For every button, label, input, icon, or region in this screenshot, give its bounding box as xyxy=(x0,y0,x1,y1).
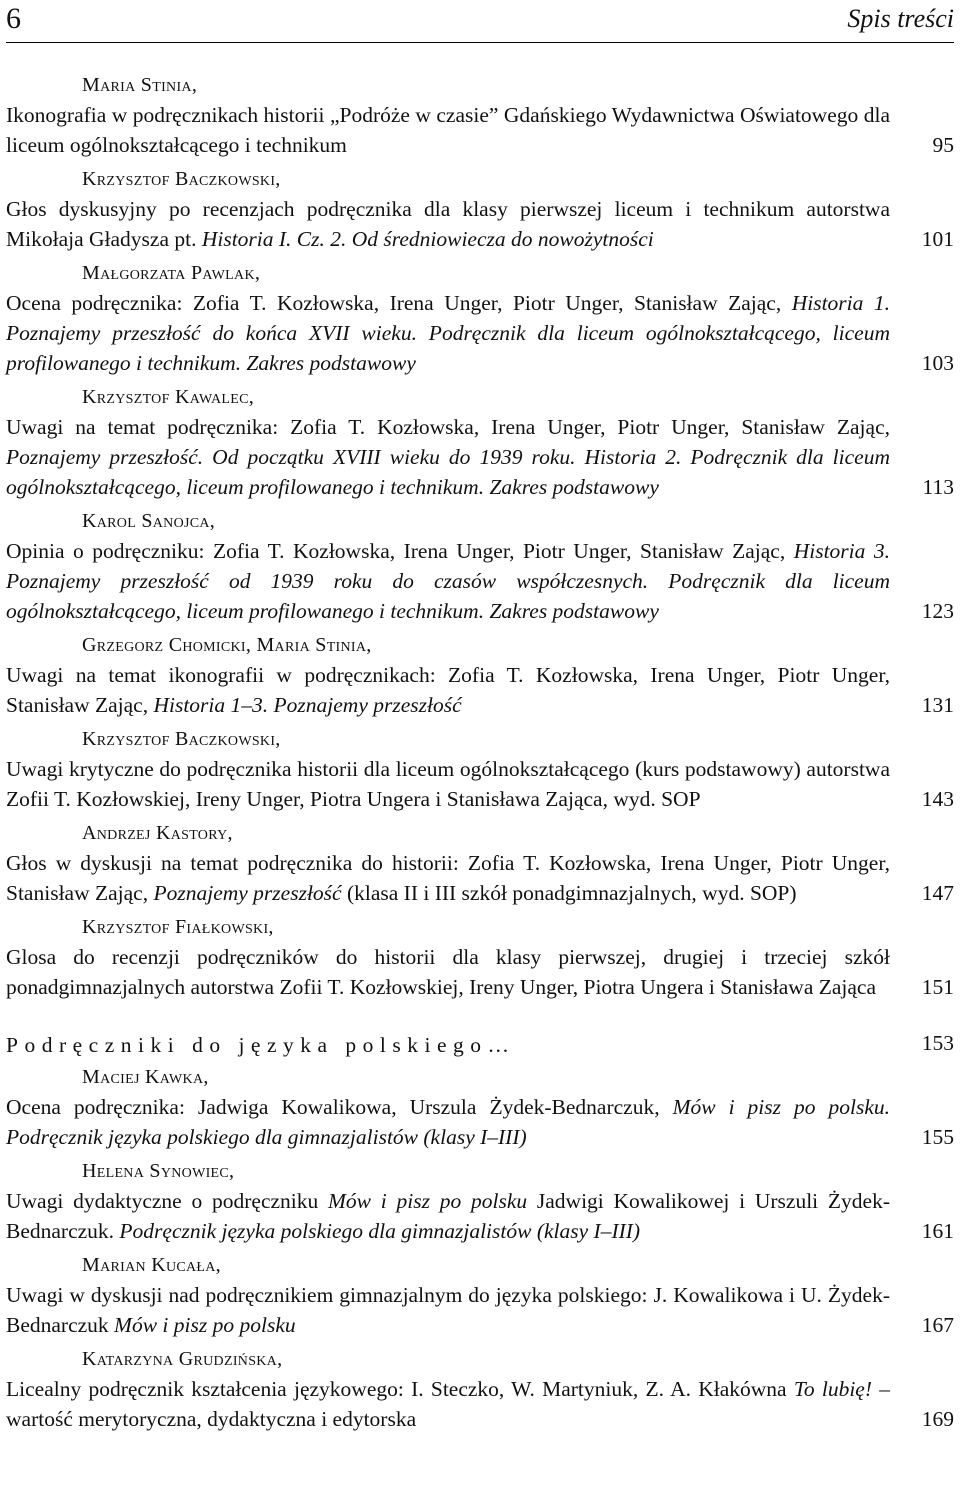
toc-title-italic-segment: Podręcznik języka polskiego dla gimnazjalistów (klasy I–III) xyxy=(119,1219,641,1243)
toc-entry-title xyxy=(6,1186,890,1246)
toc-entry-page-number: 123 xyxy=(921,599,954,623)
toc-entry-title xyxy=(6,1280,890,1340)
toc-title-segment: Głos w dyskusji na temat podręcznika do historii: Zofia T. Kozłowska, Irena Unger, Piotr Unger, Stanisław Zając, xyxy=(6,851,890,905)
toc-entry-page-number: 103 xyxy=(921,351,954,375)
toc-title-italic-segment: Poznajemy przeszłość. Od początku XVIII wieku do 1939 roku. Historia 2. Podręcznik dla liceum ogólnokształcącego, liceum profilowanego i technikum. Zakres podstawowy xyxy=(6,445,890,499)
toc-entry-author: Karol Sanojca, xyxy=(82,510,216,532)
toc-entry-page-number: 147 xyxy=(921,881,954,905)
toc-title-segment: Glosa do recenzji podręczników do historii dla klasy pierwszej, drugiej i trzeciej szkół ponadgimnazjalnych autorstwa Zofii T. Kozłowskiej, Ireny Unger, Piotra Ungera i Stanisława Zająca xyxy=(6,945,890,999)
toc-title-segment: Ocena podręcznika: Zofia T. Kozłowska, Irena Unger, Piotr Unger, Stanisław Zając, xyxy=(6,291,792,315)
toc-entry-title xyxy=(6,660,890,720)
toc-entry-page-number: 151 xyxy=(921,975,954,999)
toc-entry xyxy=(6,506,954,626)
toc-entry xyxy=(6,818,954,908)
toc-entry-author: Andrzej Kastory, xyxy=(82,822,233,844)
toc-entry-title xyxy=(6,754,890,814)
toc-entry-title xyxy=(6,848,890,908)
toc-entry xyxy=(6,1250,954,1340)
toc-entry-author: Marian Kucała, xyxy=(82,1254,221,1276)
toc-title-segment: Opinia o podręczniku: Zofia T. Kozłowska, Irena Unger, Piotr Unger, Stanisław Zając, xyxy=(6,539,794,563)
toc-entry-page-number: 131 xyxy=(921,693,954,717)
toc-title-segment: Głos dyskusyjny po recenzjach podręcznika dla klasy pierwszej liceum i technikum autorstwa Mikołaja Gładysza pt. xyxy=(6,197,890,251)
toc-entry xyxy=(6,1062,954,1152)
toc-title-segment: (klasa II i III szkół ponadgimnazjalnych, wyd. SOP) xyxy=(341,881,797,905)
running-head: Spis treści xyxy=(847,4,954,33)
toc-entry-author: Helena Synowiec, xyxy=(82,1160,235,1182)
toc-title-segment: Licealny podręcznik kształcenia językowego: I. Steczko, W. Martyniuk, Z. A. Kłakówna xyxy=(6,1377,794,1401)
toc-entry-author: Krzysztof Fiałkowski, xyxy=(82,916,274,938)
toc-entry-title xyxy=(6,288,890,378)
toc-section-heading xyxy=(6,1030,954,1060)
toc-entry-page-number: 95 xyxy=(932,133,954,157)
toc-entry-title xyxy=(6,100,890,160)
toc-title-italic-segment: To lubię! xyxy=(793,1377,872,1401)
toc-entry-author: Małgorzata Pawlak, xyxy=(82,262,261,284)
toc-title-segment: Uwagi na temat podręcznika: Zofia T. Kozłowska, Irena Unger, Piotr Unger, Stanisław Zając, xyxy=(6,415,890,439)
toc-title-segment: Ocena podręcznika: Jadwiga Kowalikowa, Urszula Żydek-Bednarczuk, xyxy=(6,1095,673,1119)
toc-title-segment: Uwagi dydaktyczne o podręczniku xyxy=(6,1189,329,1213)
toc-entry xyxy=(6,164,954,254)
toc-entry-author: Krzysztof Kawalec, xyxy=(82,386,255,408)
toc-title-segment: Uwagi krytyczne do podręcznika historii dla liceum ogólnokształcącego (kurs podstawowy) autorstwa Zofii T. Kozłowskiej, Ireny Unger, Piotra Ungera i Stanisława Zająca, wyd. SOP xyxy=(6,757,890,811)
toc-entry xyxy=(6,70,954,160)
toc-title-italic-segment: Historia 3. Poznajemy przeszłość od 1939 roku do czasów współczesnych. Podręcznik dla liceum ogólnokształcącego, liceum profilowanego i technikum. Zakres podstawowy xyxy=(6,539,890,623)
toc-title-segment: Uwagi w dyskusji nad podręcznikiem gimnazjalnym do języka polskiego: J. Kowalikowa i U. Żydek-Bednarczuk xyxy=(6,1283,890,1337)
toc-entry-page-number: 167 xyxy=(921,1313,954,1337)
toc-entry-title xyxy=(6,412,890,502)
toc-title-segment: Jadwigi Kowalikowej i Urszuli Żydek-Bednarczuk. xyxy=(6,1189,890,1243)
toc-title-italic-segment: Mów i pisz po polsku. Podręcznik języka polskiego dla gimnazjalistów (klasy I–III) xyxy=(6,1095,890,1149)
toc-entry-title xyxy=(6,1092,890,1152)
toc-entry xyxy=(6,1156,954,1246)
toc-entry xyxy=(6,630,954,720)
toc-title-italic-segment: Mów i pisz po polsku xyxy=(114,1313,296,1337)
toc-entry-page-number: 143 xyxy=(921,787,954,811)
toc-group-history xyxy=(6,70,954,1002)
toc-entry-page-number: 169 xyxy=(921,1407,954,1431)
toc-entry-author: Krzysztof Baczkowski, xyxy=(82,168,281,190)
toc-entry-title xyxy=(6,536,890,626)
toc-entry-page-number: 101 xyxy=(921,227,954,251)
toc-entry-title xyxy=(6,194,890,254)
toc-entry-author: Maria Stinia, xyxy=(82,74,198,96)
toc-entry-author: Maciej Kawka, xyxy=(82,1066,209,1088)
section-page-number: 153 xyxy=(921,1031,954,1055)
toc-entry-author: Krzysztof Baczkowski, xyxy=(82,728,281,750)
toc-title-italic-segment: Historia 1–3. Poznajemy przeszłość xyxy=(153,693,462,717)
toc-entry-title xyxy=(6,942,890,1002)
toc-entry xyxy=(6,724,954,814)
toc-entry xyxy=(6,912,954,1002)
toc-entry xyxy=(6,382,954,502)
toc-entry-title xyxy=(6,1374,890,1434)
toc-entry-page-number: 155 xyxy=(921,1125,954,1149)
table-of-contents xyxy=(6,70,954,1438)
toc-title-segment: Ikonografia w podręcznikach historii „Podróże w czasie” Gdańskiego Wydawnictwa Oświatowego dla liceum ogólnokształcącego i technikum xyxy=(6,103,890,157)
toc-entry xyxy=(6,1344,954,1434)
toc-title-italic-segment: Poznajemy przeszłość xyxy=(153,881,342,905)
toc-title-segment: Uwagi na temat ikonografii w podręcznikach: Zofia T. Kozłowska, Irena Unger, Piotr Unger, Stanisław Zając, xyxy=(6,663,890,717)
toc-group-polish xyxy=(6,1062,954,1434)
toc-entry-page-number: 113 xyxy=(922,475,954,499)
section-title: Podręczniki do języka polskiego… xyxy=(6,1033,516,1057)
toc-entry-author: Katarzyna Grudzińska, xyxy=(82,1348,283,1370)
toc-entry-page-number: 161 xyxy=(921,1219,954,1243)
page-header xyxy=(6,0,954,43)
toc-entry-author: Grzegorz Chomicki, Maria Stinia, xyxy=(82,634,372,656)
toc-title-italic-segment: Mów i pisz po polsku xyxy=(328,1189,528,1213)
toc-title-segment: – wartość merytoryczna, dydaktyczna i edytorska xyxy=(6,1377,891,1431)
page-number: 6 xyxy=(6,2,21,35)
toc-entry xyxy=(6,258,954,378)
toc-title-italic-segment: Historia I. Cz. 2. Od średniowiecza do nowożytności xyxy=(201,227,654,251)
toc-title-italic-segment: Historia 1. Poznajemy przeszłość do końca XVII wieku. Podręcznik dla liceum ogólnokształcącego, liceum profilowanego i technikum. Zakres podstawowy xyxy=(6,291,890,375)
